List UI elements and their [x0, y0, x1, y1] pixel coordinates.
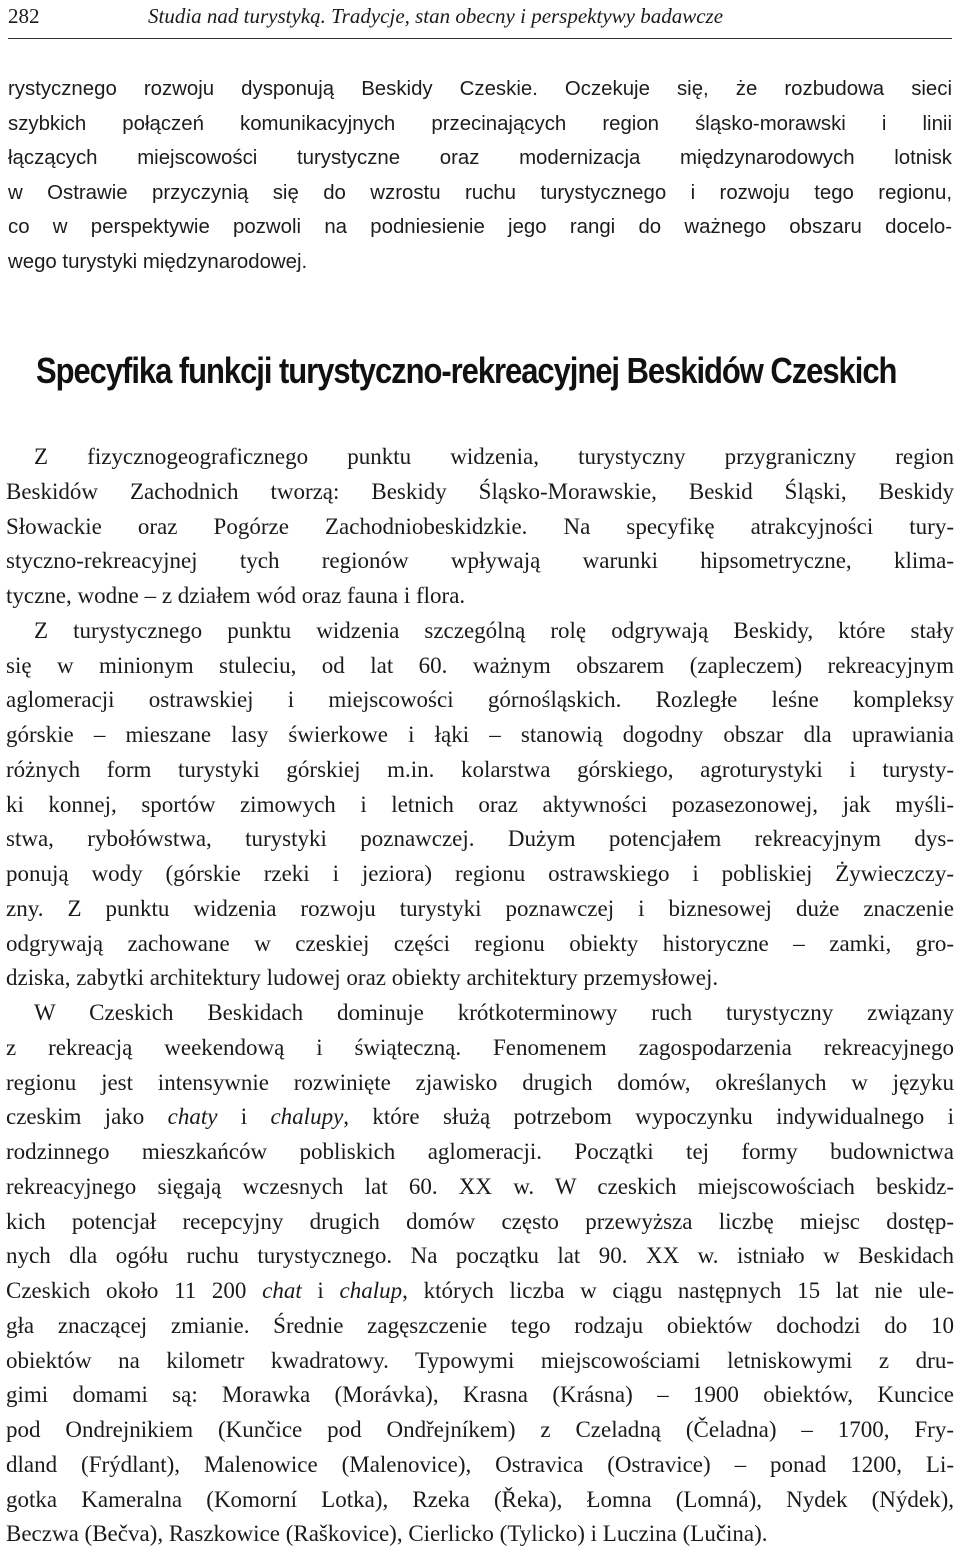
text-line: rodzinnego mieszkańców pobliskich aglomeracji. Początki tej formy budownictwa [6, 1139, 954, 1164]
text-line: Z turystycznego punktu widzenia szczególną rolę odgrywają Beskidy, które stały [34, 617, 954, 643]
text-line: z rekreacją weekendową i świąteczną. Fenomenem zagospodarzenia rekreacyjnego [6, 1034, 954, 1060]
text-line: gimi domami są: Morawka (Morávka), Krasna (Krásna) – 1900 obiektów, Kuncice [6, 1382, 954, 1408]
text-line: Beczwa (Bečva), Raszkowice (Raškovice), Cierlicko (Tylicko) i Luczina (Lučina). [6, 1521, 768, 1547]
text-line: W Czeskich Beskidach dominuje krótkoterminowy ruch turystyczny związany [34, 1000, 954, 1025]
text-line: kich potencjał recepcyjny drugich domów często przewyższa liczbę miejsc dostęp- [6, 1208, 954, 1234]
text-line: Z fizycznogeograficznego punktu widzenia, turystyczny przygraniczny region [34, 444, 954, 469]
text-run: i [217, 1104, 271, 1130]
text-line: w Ostrawie przyczynią się do wzrostu ruchu turystycznego i rozwoju tego regionu, [8, 181, 952, 204]
paragraph-2 [6, 614, 954, 996]
italic-term-chat: chat [262, 1278, 302, 1303]
section-body [6, 440, 954, 1552]
section-heading: Specyfika funkcji turystyczno-rekreacyjnej Beskidów Czeskich [36, 350, 897, 391]
text-line: regionu jest intensywnie rozwinięte zjawisko drugich domów, określanych w języku [6, 1069, 954, 1095]
text-run: czeskim jako [6, 1104, 168, 1130]
text-line: dland (Frýdlant), Malenowice (Malenovice), Ostravica (Ostravice) – ponad 1200, Li- [6, 1451, 954, 1477]
text-line: Beskidów Zachodnich tworzą: Beskidy Śląsko-Morawskie, Beskid Śląski, Beskidy [6, 478, 954, 504]
text-line: zny. Z punktu widzenia rozwoju turystyki poznawczej i biznesowej duże znaczenie [6, 895, 954, 921]
text-line: rekreacyjnego sięgają wczesnych lat 60. XX w. W czeskich miejscowościach beskidz- [6, 1173, 954, 1199]
text-line: obiektów na kilometr kwadratowy. Typowymi miejscowościami letniskowymi z dru- [6, 1347, 954, 1373]
text-line: Słowackie oraz Pogórze Zachodniobeskidzkie. Na specyfikę atrakcyjności tury- [6, 513, 954, 539]
paragraph-1 [6, 440, 954, 614]
book-title: Studia nad turystyką. Tradycje, stan obecny i perspektywy badawcze [148, 4, 724, 28]
intro-paragraph [8, 72, 952, 280]
text-line: różnych form turystyki górskiej m.in. kolarstwa górskiego, agroturystyki i turysty- [6, 756, 954, 782]
text-line: odgrywają zachowane w czeskiej części regionu obiekty historyczne – zamki, gro- [6, 930, 954, 956]
text-line: się w minionym stuleciu, od lat 60. ważnym obszarem (zapleczem) rekreacyjnym [6, 652, 954, 678]
text-line: gotka Kameralna (Komorní Lotka), Rzeka (Řeka), Łomna (Lomná), Nydek (Nýdek), [6, 1486, 954, 1512]
italic-term-chaty: chaty [167, 1104, 218, 1130]
text-line: dziska, zabytki architektury ludowej oraz obiekty architektury przemysłowej. [6, 965, 719, 991]
text-line: ki konnej, sportów zimowych i letnich oraz aktywności pozasezonowej, jak myśli- [6, 791, 954, 817]
text-run: Czeskich około 11 200 [6, 1278, 263, 1303]
text-line: rystycznego rozwoju dysponują Beskidy Czeskie. Oczekuje się, że rozbudowa sieci [8, 78, 952, 100]
text-line: tyczne, wodne – z działem wód oraz fauna i flora. [6, 583, 466, 608]
text-line: wego turystyki międzynarodowej. [8, 250, 308, 273]
text-line: co w perspektywie pozwoli na podniesienie jego rangi do ważnego obszaru docelo- [8, 216, 952, 239]
italic-term-chalup: chalup [339, 1278, 403, 1303]
text-line: styczno-rekreacyjnej tych regionów wpływają warunki hipsometryczne, klima- [6, 548, 954, 574]
text-line: górskie – mieszane lasy świerkowe i łąki – stanowią dogodny obszar dla uprawiania [6, 722, 954, 747]
text-line: nych dla ogółu ruchu turystycznego. Na początku lat 90. XX w. istniało w Beskidach [6, 1243, 954, 1269]
running-header [8, 4, 952, 38]
text-run: i [301, 1278, 340, 1303]
text-line: stwa, rybołówstwa, turystyki poznawczej. Dużym potencjałem rekreacyjnym dys- [6, 826, 954, 852]
text-line: pod Ondrejnikiem (Kunčice pod Ondřejníkem) z Czeladną (Čeladna) – 1700, Fry- [6, 1417, 954, 1442]
text-run: , które służą potrzebom wypoczynku indywidualnego i [343, 1104, 954, 1130]
text-line: łączących miejscowości turystyczne oraz modernizacja międzynarodowych lotnisk [8, 147, 952, 170]
header-rule [8, 38, 952, 39]
text-line [6, 1100, 954, 1135]
paragraph-3 [6, 996, 954, 1552]
italic-term-chalupy: chalupy [270, 1104, 344, 1130]
page-number: 282 [8, 4, 40, 28]
text-line: szybkich połączeń komunikacyjnych przecinających region śląsko-morawski i linii [8, 112, 952, 135]
text-run: , których liczba w ciągu następnych 15 lat nie ule- [402, 1278, 955, 1303]
text-line: aglomeracji ostrawskiej i miejscowości górnośląskich. Rozległe leśne kompleksy [6, 687, 954, 713]
text-line: gła znaczącej zmianie. Średnie zagęszczenie tego rodzaju obiektów dochodzi do 10 [6, 1312, 954, 1338]
text-line: ponują wody (górskie rzeki i jeziora) regionu ostrawskiego i pobliskiej Żywieczczy- [6, 861, 954, 886]
text-line [6, 1274, 954, 1309]
